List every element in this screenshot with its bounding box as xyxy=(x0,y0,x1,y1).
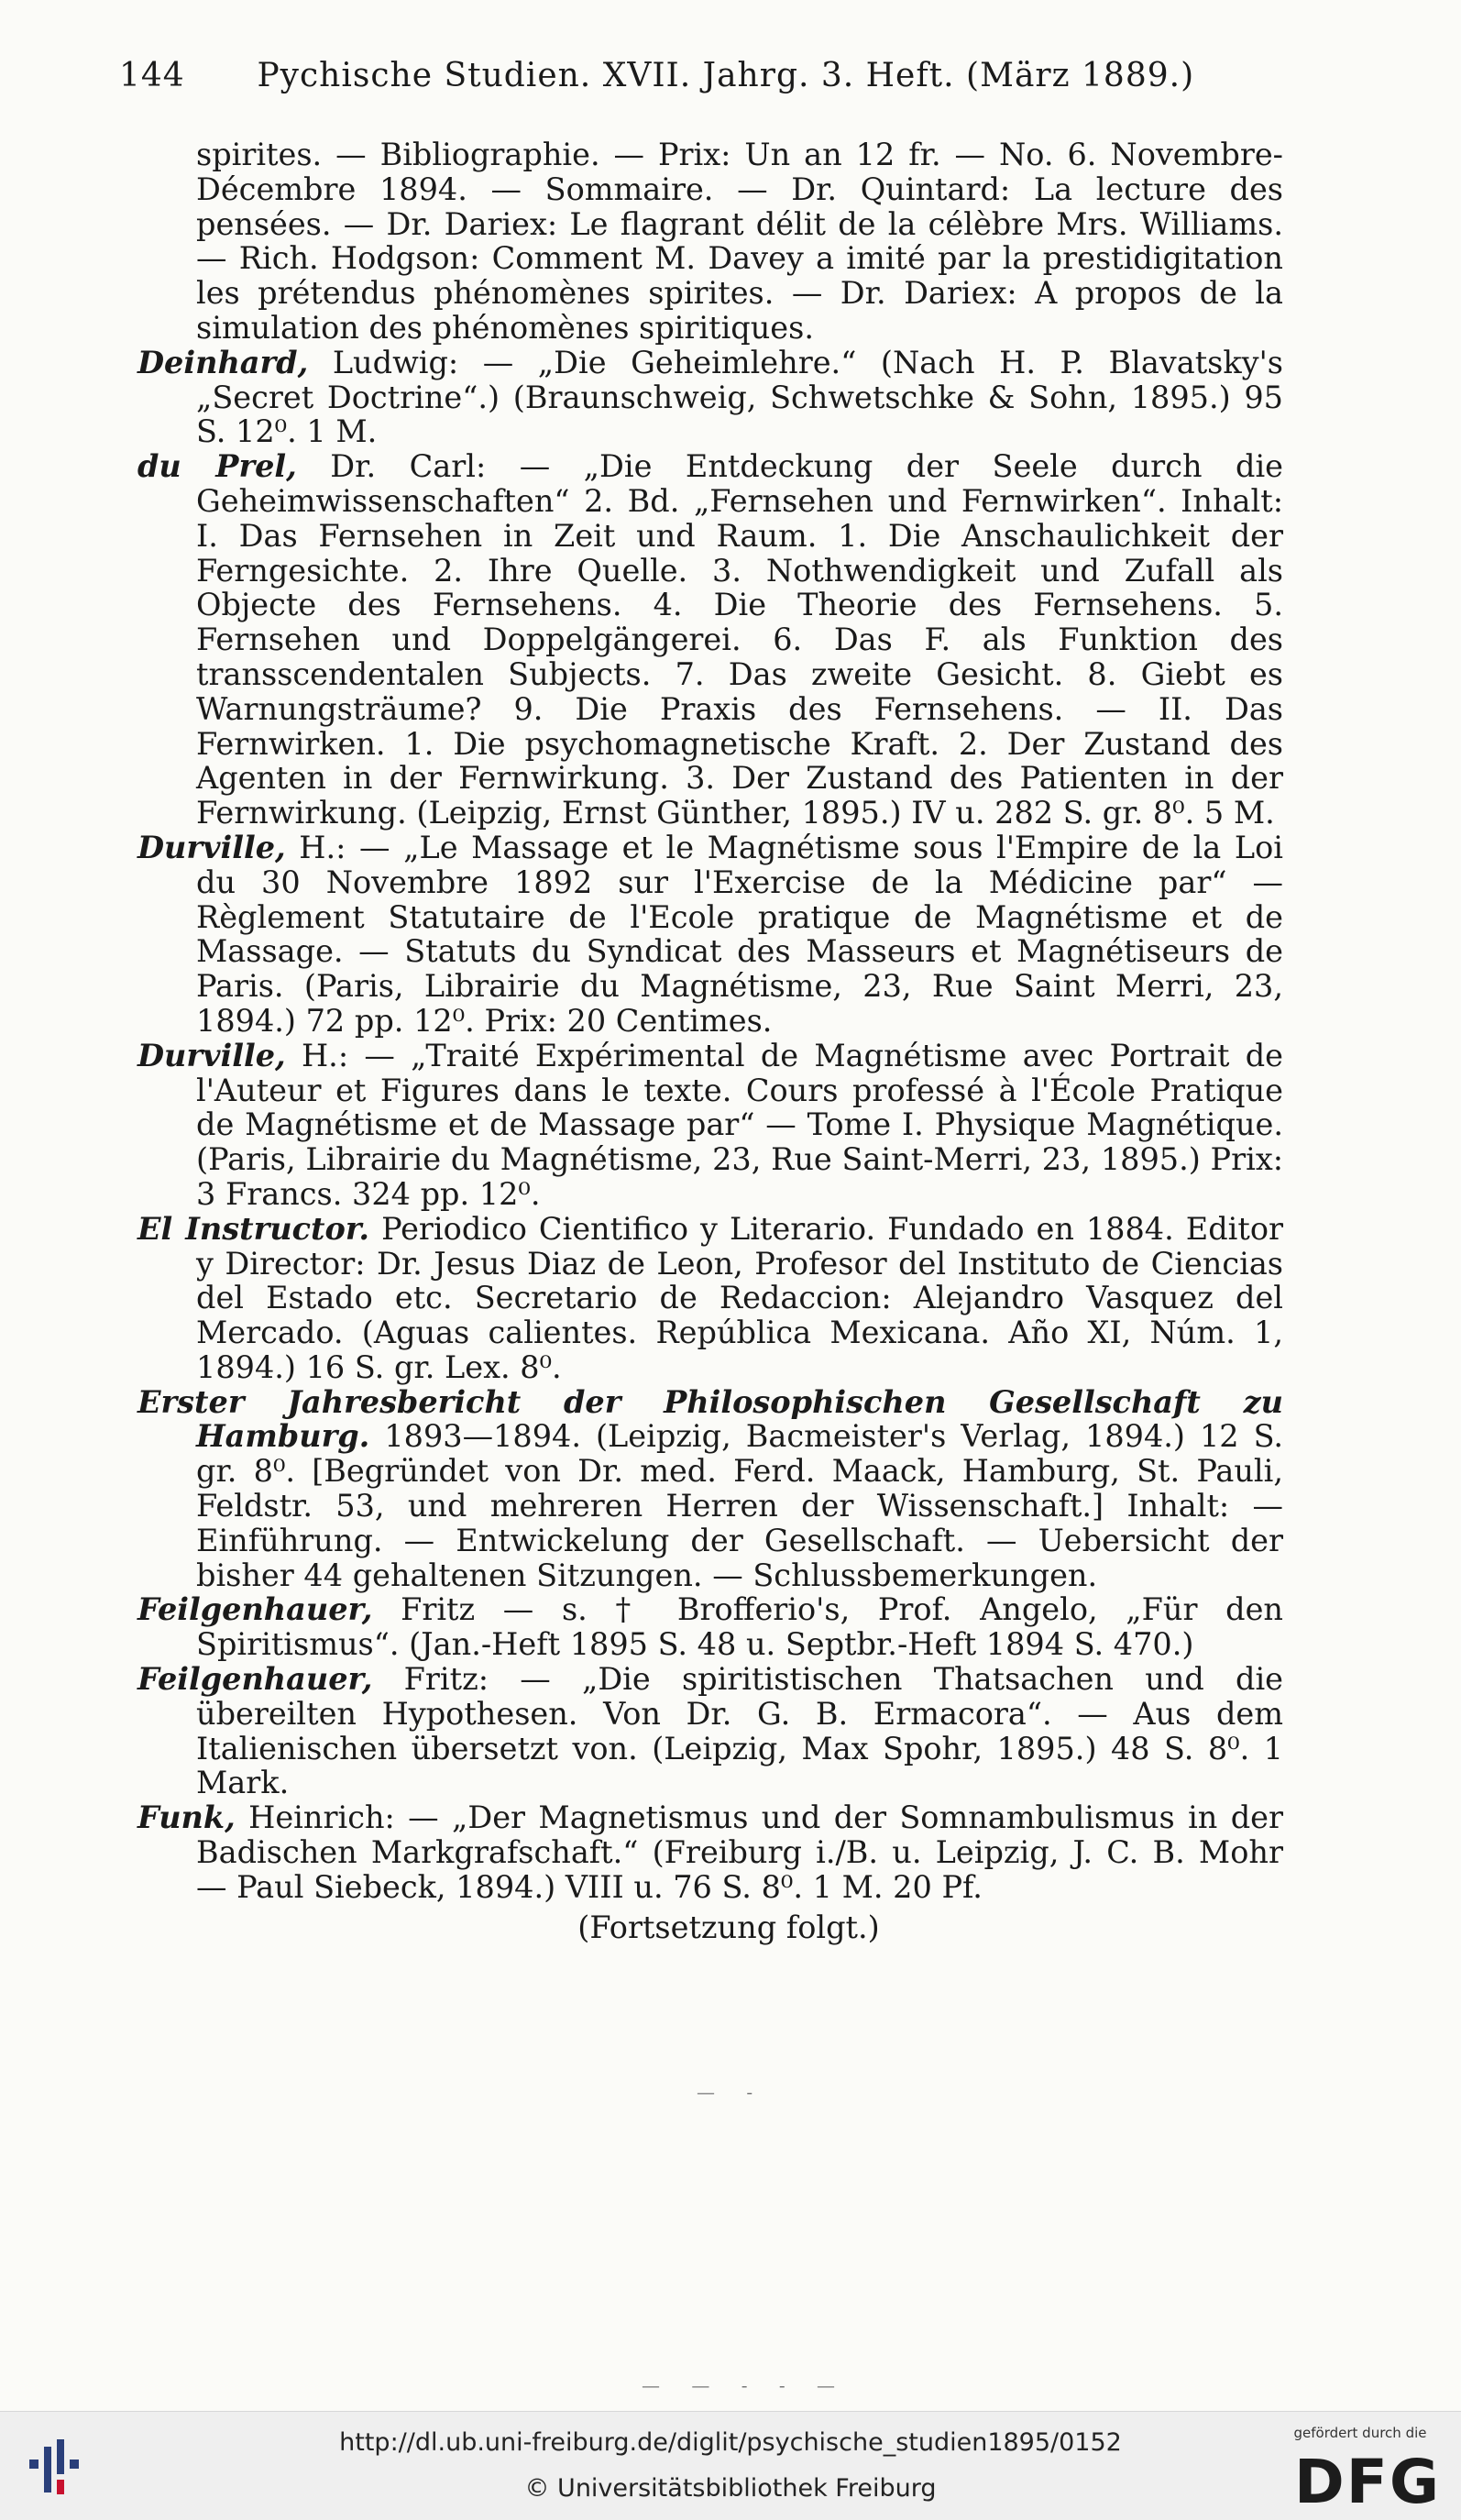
entry-author: El Instructor. xyxy=(137,1210,370,1247)
entry-durville-traite xyxy=(137,1039,1283,1212)
viewer-footer xyxy=(0,2411,1461,2520)
entry-spirites-continued xyxy=(137,138,1283,346)
entry-author: Durville, xyxy=(137,1037,286,1073)
entry-author: Deinhard, xyxy=(137,344,309,380)
dfg-logo: DFG xyxy=(1293,2447,1441,2517)
continuation-note: (Fortsetzung folgt.) xyxy=(577,1909,880,1945)
entry-text: 1893—1894. (Leipzig, Bacmeister's Verlag, 1894.) 12 S. gr. 8⁰. [Begründet von Dr. med. Ferd. Maack, Hamburg, St. Pauli, Feldstr. 53, und mehreren Herren der Wissenschaft.] Inhalt: — Einführung. — Entwickelung der Gesellschaft. — Uebersicht der bisher 44 gehaltenen Sitzungen. — Schlussbemerkungen. xyxy=(196,1418,1283,1593)
entry-text: H.: — „Le Massage et le Magnétisme sous l'Empire de la Loi du 30 Novembre 1892 sur l'Exercise de la Médicine par“ — Règlement Statutaire de l'Ecole pratique de Magnétisme et de Massage. — Statuts du Syndicat des Masseurs et Magnétiseurs de Paris. (Paris, Librairie du Magnétisme, 23, Rue Saint Merri, 23, 1894.) 72 pp. 12⁰. Prix: 20 Centimes. xyxy=(196,829,1283,1039)
entry-text: Periodico Cientifico y Literario. Fundado en 1884. Editor y Director: Dr. Jesus Diaz de Leon, Profesor del Instituto de Ciencias del Estado etc. Secretario de Redaccion: Alejandro Vasquez del Mercado. (Aguas calientes. República Mexicana. Año XI, Núm. 1, 1894.) 16 S. gr. Lex. 8⁰. xyxy=(196,1210,1283,1385)
entry-funk xyxy=(137,1800,1283,1904)
entry-text: Fritz: — „Die spiritistischen Thatsachen und die übereilten Hypothesen. Von Dr. G. B. Ermacora“. — Aus dem Italienischen übersetzt von. (Leipzig, Max Spohr, 1895.) 48 S. 8⁰. 1 Mark. xyxy=(196,1661,1284,1801)
entry-durville-massage xyxy=(137,831,1283,1039)
entry-author: Feilgenhauer, xyxy=(137,1661,373,1698)
permalink-url[interactable]: http://dl.ub.uni-freiburg.de/diglit/psychische_studien1895/0152 xyxy=(339,2428,1122,2457)
entry-el-instructor xyxy=(137,1212,1283,1385)
funding-note: gefördert durch die xyxy=(1293,2425,1427,2441)
entry-text: spirites. — Bibliographie. — Prix: Un an 12 fr. — No. 6. Novembre-Décembre 1894. — Sommaire. — Dr. Quintard: La lecture des pensées. — Dr. Dariex: Le flagrant délit de la célèbre Mrs. Williams. — Rich. Hodgson: Comment M. Davey a imité par la prestidigitation les prétendus phénomènes spirites. — Dr. Dariex: A propos de la simulation des phénomènes spiritiques. xyxy=(196,137,1283,346)
entry-text: Dr. Carl: — „Die Entdeckung der Seele durch die Geheimwissenschaften“ 2. Bd. „Fernsehen und Fernwirken“. Inhalt: I. Das Fernsehen in Zeit und Raum. 1. Die Anschaulichkeit der Ferngesichte. 2. Ihre Quelle. 3. Nothwendigkeit und Zufall als Objecte des Fernsehens. 4. Die Theorie des Fernsehens. 5. Fernsehen und Doppelgängerei. 6. Das F. als Funktion des transscendentalen Subjects. 7. Das zweite Gesicht. 8. Giebt es Warnungsträume? 9. Die Praxis des Fernsehens. — II. Das Fernwirken. 1. Die psychomagnetische Kraft. 2. Der Zustand des Agenten in der Fernwirkung. 3. Der Zustand des Patienten in der Fernwirkung. (Leipzig, Ernst Günther, 1895.) IV u. 282 S. gr. 8⁰. 5 M. xyxy=(196,448,1283,831)
entry-author: du Prel, xyxy=(137,448,297,485)
entry-duprel xyxy=(137,449,1283,831)
running-title: Pychische Studien. XVII. Jahrg. 3. Heft. (März 1889.) xyxy=(257,57,1195,94)
bibliography-text xyxy=(137,138,1283,1975)
entry-deinhard xyxy=(137,346,1283,449)
entry-author: Feilgenhauer, xyxy=(137,1591,373,1628)
page-marks: — — - - — xyxy=(642,2374,848,2396)
entry-text: Heinrich: — „Der Magnetismus und der Somnambulismus in der Badischen Markgrafschaft.“ (Freiburg i./B. u. Leipzig, J. C. B. Mohr — Paul Siebeck, 1894.) VIII u. 76 S. 8⁰. 1 M. 20 Pf. xyxy=(196,1799,1283,1905)
page-number: 144 xyxy=(119,57,185,94)
entry-jahresbericht xyxy=(137,1385,1283,1593)
entry-text: Ludwig: — „Die Geheimlehre.“ (Nach H. P. Blavatsky's „Secret Doctrine“.) (Braunschweig, Schwetschke & Sohn, 1895.) 95 S. 12⁰. 1 M. xyxy=(196,344,1283,450)
page-marks: — - xyxy=(697,2081,766,2103)
copyright-notice: © Universitätsbibliothek Freiburg xyxy=(524,2474,937,2503)
entry-author: Funk, xyxy=(137,1799,236,1836)
entry-author: Erster Jahresbericht der Philosophischen Gesellschaft zu Hamburg. xyxy=(137,1383,1283,1455)
entry-feilgenhauer-thatsachen xyxy=(137,1662,1283,1800)
entry-author: Durville, xyxy=(137,829,286,865)
entry-text: Fritz — s. † Brofferio's, Prof. Angelo, „Für den Spiritismus“. (Jan.-Heft 1895 S. 48 u. Septbr.-Heft 1894 S. 470.) xyxy=(196,1591,1283,1663)
entry-text: H.: — „Traité Expérimental de Magnétisme avec Portrait de l'Auteur et Figures dans le texte. Cours professé à l'École Pratique de Magnétisme et de Massage par“ — Tome I. Physique Magnétique. (Paris, Librairie du Magnétisme, 23, Rue Saint-Merri, 23, 1895.) Prix: 3 Francs. 324 pp. 12⁰. xyxy=(196,1037,1283,1212)
entry-feilgenhauer-brofferio xyxy=(137,1592,1283,1662)
running-header xyxy=(119,57,1278,94)
